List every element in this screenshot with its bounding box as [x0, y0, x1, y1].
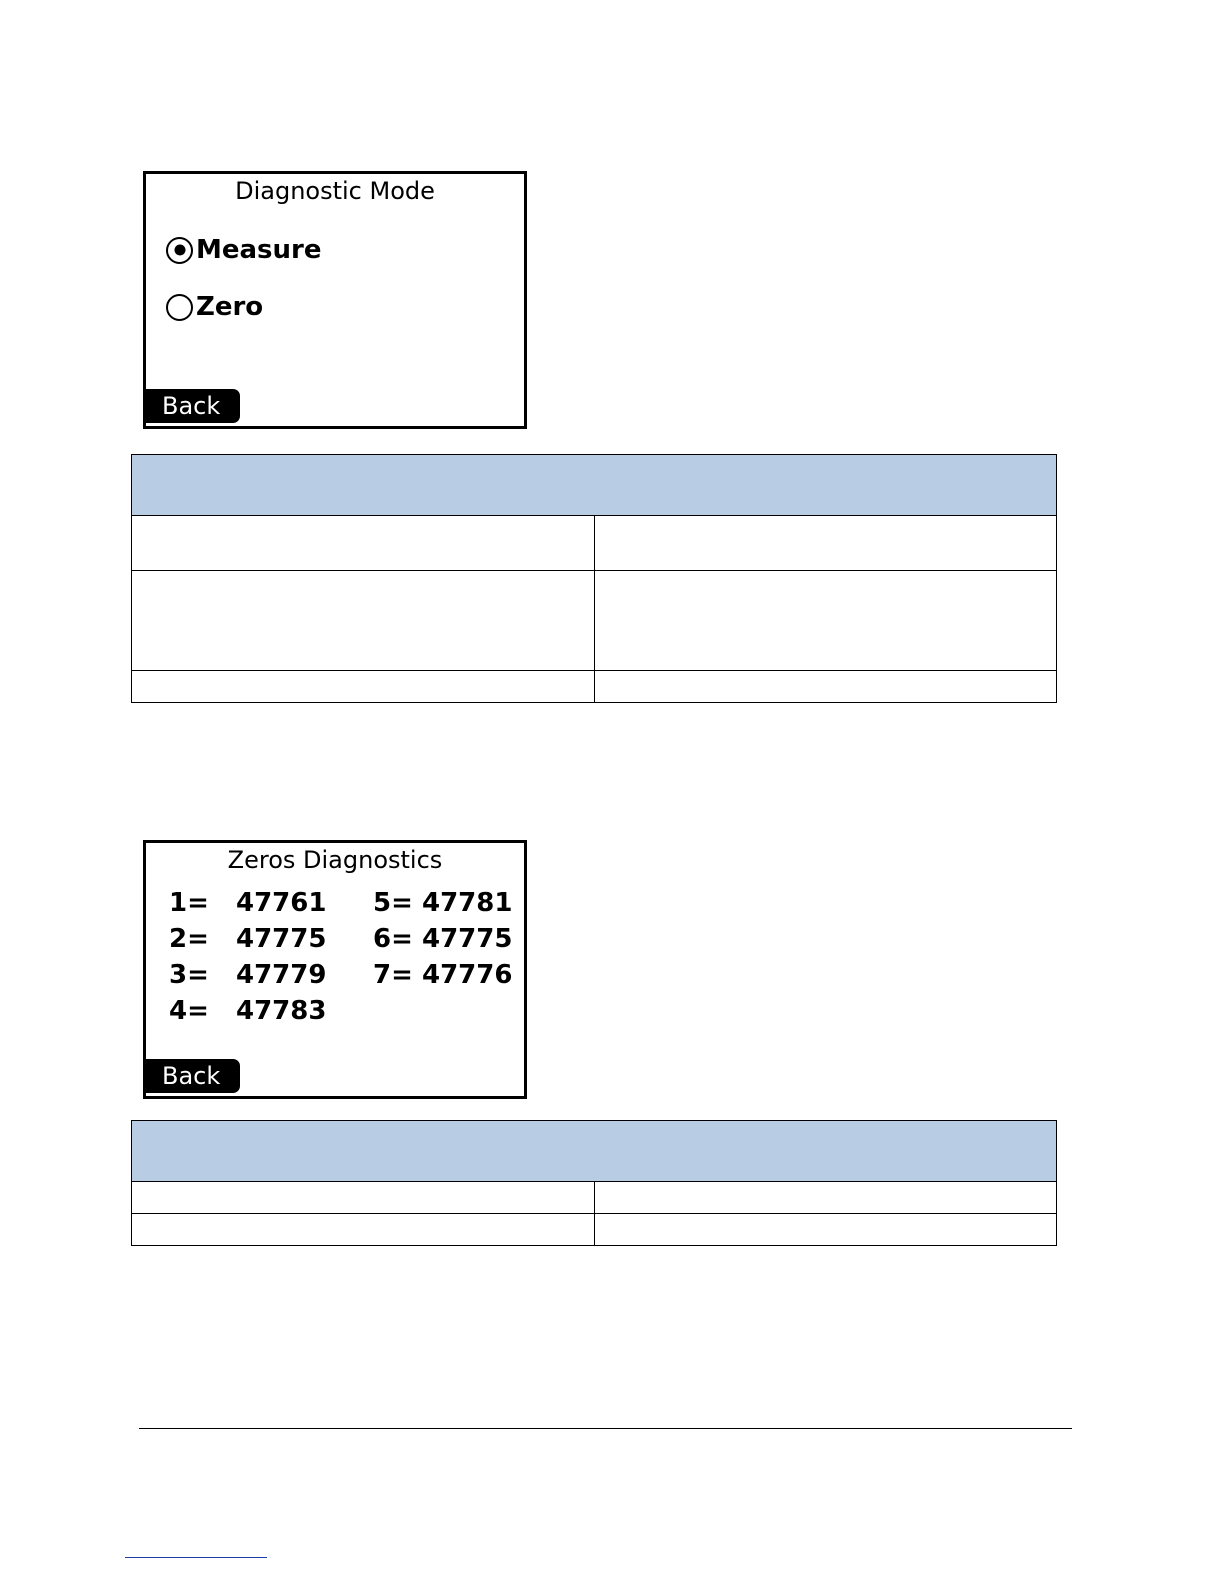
zeros-diagnostics-screen — [143, 840, 527, 1099]
zero-label-5: 5= — [373, 888, 413, 918]
zero-value-3: 47779 — [236, 960, 327, 990]
zero-value-7: 47776 — [422, 960, 513, 990]
table-cell — [132, 1182, 595, 1214]
back-button[interactable]: Back — [146, 1059, 240, 1093]
table-cell — [132, 671, 595, 703]
zero-option-label: Zero — [196, 292, 264, 322]
table-row — [132, 1182, 1057, 1214]
table-row — [132, 516, 1057, 571]
zero-value-4: 47783 — [236, 996, 327, 1026]
table-cell — [594, 1214, 1057, 1246]
table-row — [132, 671, 1057, 703]
radio-unselected-icon[interactable] — [166, 294, 193, 321]
zero-label-1: 1= — [169, 888, 209, 918]
back-button[interactable]: Back — [146, 389, 240, 423]
table-row — [132, 1214, 1057, 1246]
table-cell — [594, 516, 1057, 571]
table-cell — [132, 571, 595, 671]
footer-divider — [139, 1428, 1072, 1429]
table-cell — [132, 1214, 595, 1246]
table-cell — [594, 671, 1057, 703]
screen-title: Zeros Diagnostics — [227, 846, 443, 874]
zero-label-6: 6= — [373, 924, 413, 954]
description-table — [131, 1120, 1057, 1246]
description-table — [131, 454, 1057, 703]
table-header — [132, 1121, 1057, 1182]
zero-label-7: 7= — [373, 960, 413, 990]
zero-label-2: 2= — [169, 924, 209, 954]
zero-value-1: 47761 — [236, 888, 327, 918]
table-row — [132, 571, 1057, 671]
screen-title: Diagnostic Mode — [235, 177, 435, 205]
radio-selected-icon[interactable] — [166, 237, 193, 264]
measure-radio-option[interactable] — [166, 234, 322, 266]
table-cell — [594, 571, 1057, 671]
zero-value-5: 47781 — [422, 888, 513, 918]
zero-value-6: 47775 — [422, 924, 513, 954]
table-header — [132, 455, 1057, 516]
zero-radio-option[interactable] — [166, 291, 263, 323]
measure-option-label: Measure — [196, 235, 322, 265]
zero-label-4: 4= — [169, 996, 209, 1026]
zero-label-3: 3= — [169, 960, 209, 990]
footer-link-underline[interactable] — [125, 1557, 267, 1558]
zero-value-2: 47775 — [236, 924, 327, 954]
diagnostic-mode-screen — [143, 171, 527, 429]
table-cell — [594, 1182, 1057, 1214]
table-cell — [132, 516, 595, 571]
